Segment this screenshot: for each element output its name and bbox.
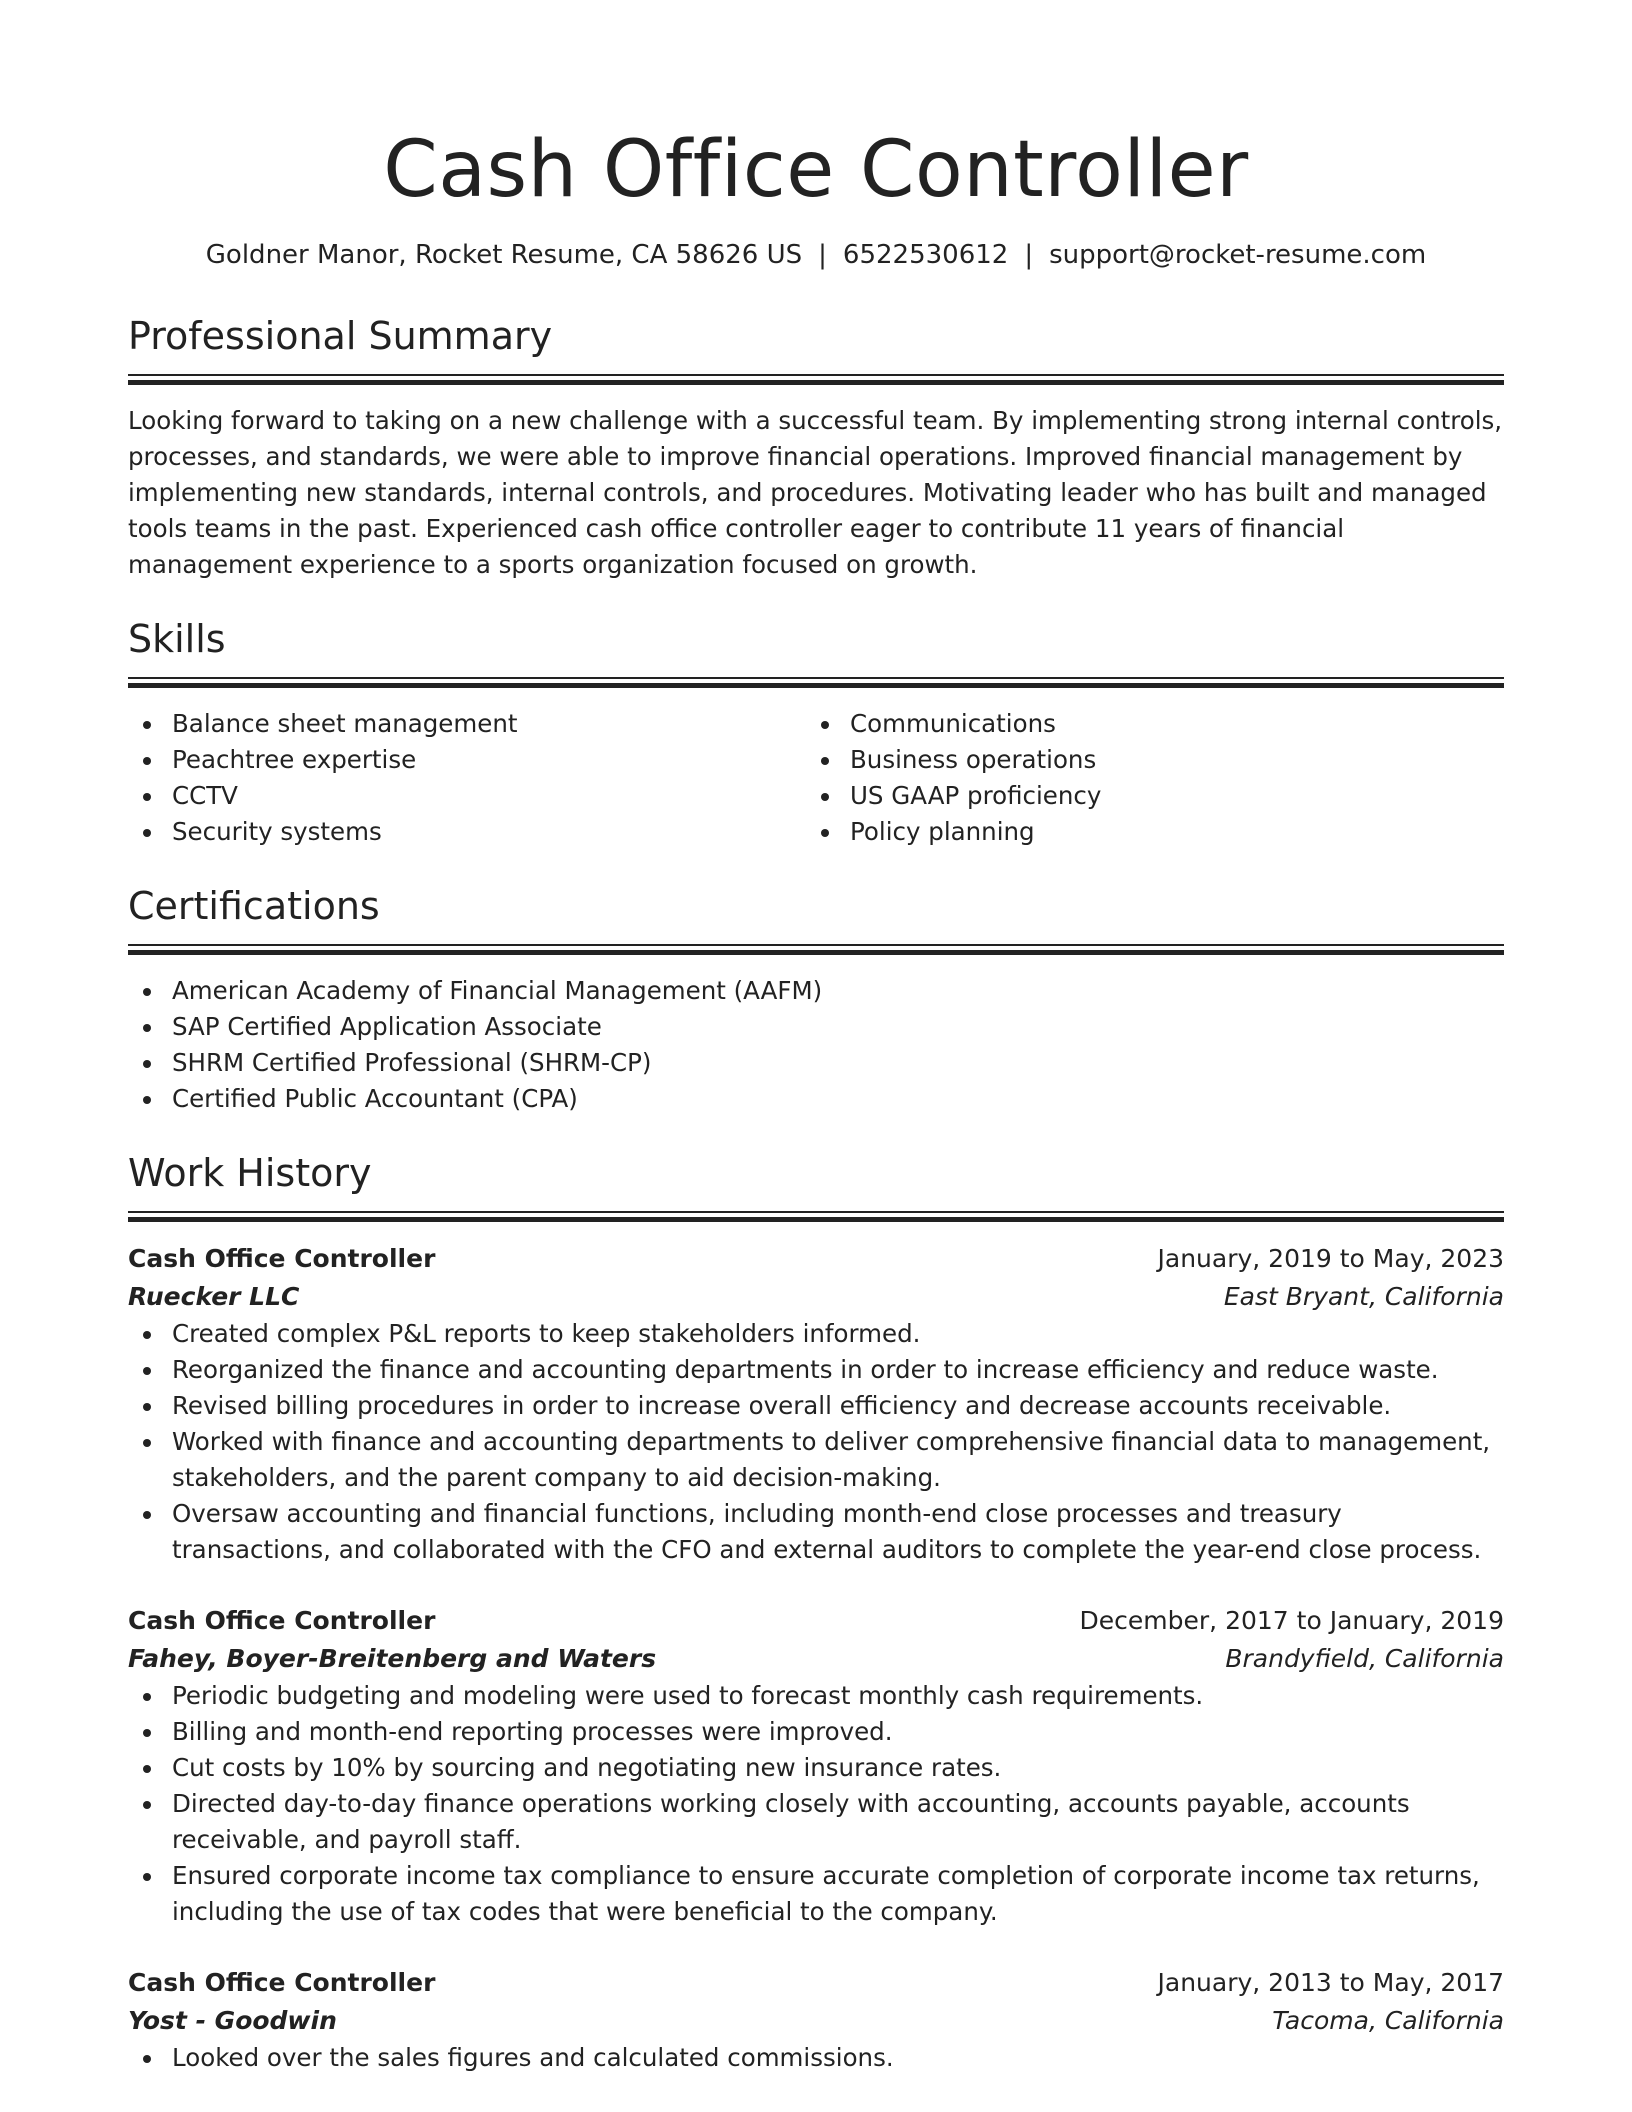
skill-item: Peachtree expertise [128,742,806,778]
certification-item: SAP Certified Application Associate [128,1009,1504,1045]
job-dates: December, 2017 to January, 2019 [1079,1606,1504,1635]
skill-item: Policy planning [806,814,1484,850]
job-dates: January, 2013 to May, 2017 [1157,1968,1504,1997]
section-divider [128,374,1504,385]
certifications-list [128,973,1504,1117]
job-bullet: Cut costs by 10% by sourcing and negotiating new insurance rates. [128,1750,1504,1786]
section-divider [128,944,1504,955]
skill-item: Business operations [806,742,1484,778]
section-divider [128,677,1504,688]
summary-section [128,312,1504,583]
job-header [128,1964,1504,2002]
skill-item: CCTV [128,778,806,814]
job-header [128,1602,1504,1640]
job-title: Cash Office Controller [128,1968,436,1997]
job-header [128,1240,1504,1278]
certification-item: SHRM Certified Professional (SHRM-CP) [128,1045,1504,1081]
job-entry [128,1964,1504,2076]
section-title-certifications: Certifications [128,884,380,928]
resume-page [128,0,1504,2076]
job-bullet: Created complex P&L reports to keep stakeholders informed. [128,1316,1504,1352]
job-bullet-list [128,2040,1504,2076]
job-location: Brandyfield, California [1225,1644,1504,1673]
certifications-section [128,882,1504,1117]
job-company: Yost - Goodwin [128,2006,337,2035]
job-entry [128,1602,1504,1930]
skill-item: Communications [806,706,1484,742]
job-bullet: Oversaw accounting and financial functions, including month-end close processes and treasury transactions, and collaborated with the CFO and external auditors to complete the year-end close process. [128,1496,1504,1568]
job-bullet: Directed day-to-day finance operations working closely with accounting, accounts payable, accounts receivable, and payroll staff. [128,1786,1504,1858]
skill-item: Security systems [128,814,806,850]
job-title: Cash Office Controller [128,1606,436,1635]
job-bullet-list [128,1678,1504,1930]
contact-line [128,238,1504,272]
section-title-work-history: Work History [128,1151,372,1195]
summary-text: Looking forward to taking on a new challenge with a successful team. By implementing strong internal controls, processes, and standards, we were able to improve financial operations. Improved financial management by implementing new standards, internal controls, and procedures. Motivating leader who has built and managed tools teams in the past. Experienced cash office controller eager to contribute 11 years of financial management experience to a sports organization focused on growth. [128,406,1503,579]
work-history-section [128,1149,1504,2076]
job-location: East Bryant, California [1223,1282,1504,1311]
contact-email[interactable]: support@rocket-resume.com [1049,240,1427,270]
job-bullet: Ensured corporate income tax compliance to ensure accurate completion of corporate income tax returns, including the use of tax codes that were beneficial to the company. [128,1858,1504,1930]
job-subheader [128,2002,1504,2040]
section-title-summary: Professional Summary [128,314,553,358]
job-bullet: Looked over the sales figures and calculated commissions. [128,2040,1504,2076]
certification-item: American Academy of Financial Management (AAFM) [128,973,1504,1009]
section-title-skills: Skills [128,617,226,661]
skills-left-list [128,706,806,850]
contact-separator: | [818,240,827,270]
skills-right-list [806,706,1484,850]
job-bullet: Reorganized the finance and accounting departments in order to increase efficiency and reduce waste. [128,1352,1504,1388]
job-subheader [128,1640,1504,1678]
job-company: Ruecker LLC [128,1282,300,1311]
skill-item: US GAAP proficiency [806,778,1484,814]
candidate-name: Cash Office Controller [383,125,1249,215]
job-bullet-list [128,1316,1504,1568]
job-bullet: Worked with finance and accounting departments to deliver comprehensive financial data to management, stakeholders, and the parent company to aid decision-making. [128,1424,1504,1496]
job-title: Cash Office Controller [128,1244,436,1273]
skills-grid [128,706,1504,850]
job-subheader [128,1278,1504,1316]
job-entry [128,1240,1504,1568]
contact-separator: | [1024,240,1034,270]
section-divider [128,1211,1504,1222]
job-dates: January, 2019 to May, 2023 [1157,1244,1504,1273]
contact-address: Goldner Manor, Rocket Resume, CA 58626 US [205,240,803,270]
contact-phone: 6522530612 [842,240,1009,270]
job-bullet: Revised billing procedures in order to increase overall efficiency and decrease accounts receivable. [128,1388,1504,1424]
skills-section [128,615,1504,850]
job-location: Tacoma, California [1272,2006,1504,2035]
job-company: Fahey, Boyer-Breitenberg and Waters [128,1644,657,1673]
job-bullet: Periodic budgeting and modeling were used to forecast monthly cash requirements. [128,1678,1504,1714]
certification-item: Certified Public Accountant (CPA) [128,1081,1504,1117]
skill-item: Balance sheet management [128,706,806,742]
job-bullet: Billing and month-end reporting processes were improved. [128,1714,1504,1750]
